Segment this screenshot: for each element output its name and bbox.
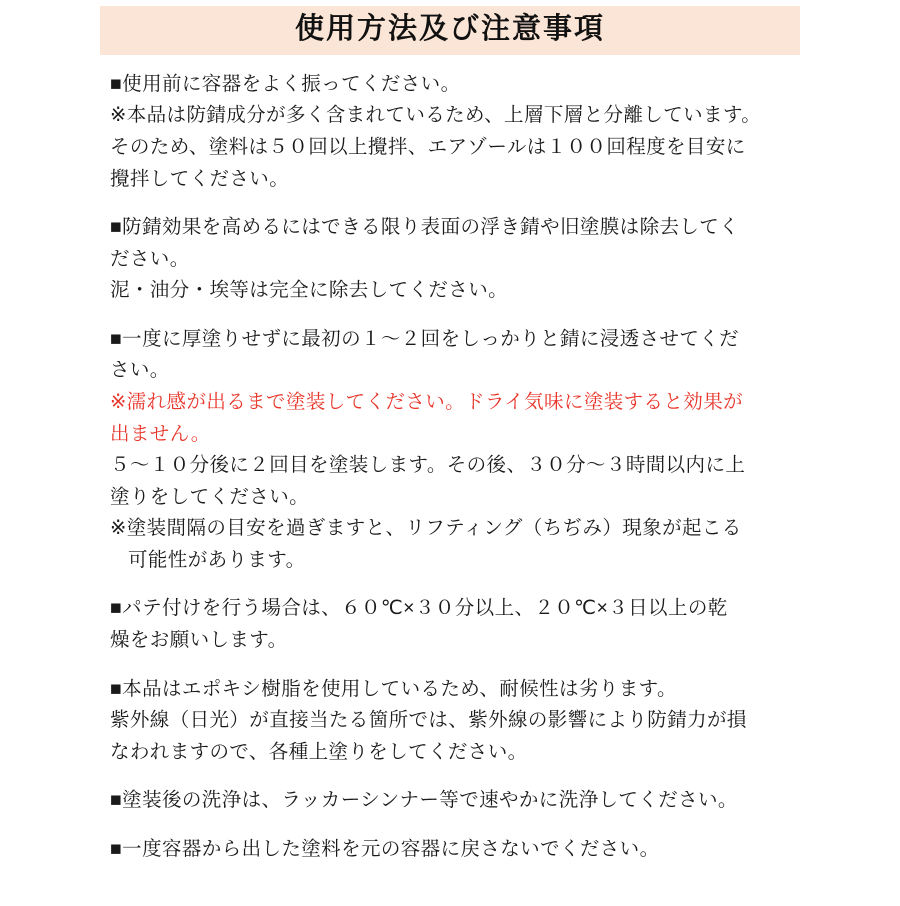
document-title-band — [100, 6, 800, 55]
instruction-document — [0, 6, 900, 906]
instruction-block — [110, 834, 782, 866]
instruction-block — [110, 324, 782, 577]
instruction-line: さい。 — [110, 359, 170, 382]
instruction-block — [110, 593, 782, 656]
instruction-line: ■一度容器から出した塗料を元の容器に戻さないでください。 — [110, 837, 660, 860]
instruction-line: ■本品はエポキシ樹脂を使用しているため、耐候性は劣ります。 — [110, 677, 677, 700]
instruction-line: ※本品は防錆成分が多く含まれているため、上層下層と分離しています。 — [110, 104, 762, 127]
instruction-line: 可能性があります。 — [128, 548, 306, 571]
instruction-block — [110, 212, 782, 307]
instruction-block — [110, 785, 782, 817]
instruction-line: 紫外線（日光）が直接当たる箇所では、紫外線の影響により防錆力が損 — [110, 709, 747, 732]
page-title: 使用方法及び注意事項 — [294, 13, 605, 45]
instruction-line: ■一度に厚塗りせずに最初の１～２回をしっかりと錆に浸透させてくだ — [110, 327, 740, 350]
instruction-line: なわれますので、各種上塗りをしてください。 — [110, 740, 528, 763]
instruction-line: 泥・油分・埃等は完全に除去してください。 — [110, 279, 509, 302]
instruction-block — [110, 69, 782, 195]
instruction-line: そのため、塗料は５０回以上攪拌、エアゾールは１００回程度を目安に — [110, 135, 746, 158]
instruction-line: ださい。 — [110, 247, 190, 270]
instruction-line: ■塗装後の洗浄は、ラッカーシンナー等で速やかに洗浄してください。 — [110, 789, 738, 812]
instruction-line: ■防錆効果を高めるにはできる限り表面の浮き錆や旧塗膜は除去してく — [110, 216, 740, 239]
document-body — [0, 55, 900, 866]
instruction-line: 燥をお願いします。 — [110, 629, 288, 652]
instruction-line: 塗りをしてください。 — [110, 485, 310, 508]
instruction-line: ※塗装間隔の目安を過ぎますと、リフティング（ちぢみ）現象が起こる — [110, 517, 742, 540]
instruction-line: ５～１０分後に２回目を塗装します。その後、３０分～３時間以内に上 — [110, 454, 746, 477]
instruction-line: ■使用前に容器をよく振ってください。 — [110, 72, 461, 95]
instruction-line: ※濡れ感が出るまで塗装してください。ドライ気味に塗装すると効果が — [110, 391, 744, 413]
instruction-line: ■パテ付けを行う場合は、６０℃×３０分以上、２０℃×３日以上の乾 — [110, 597, 728, 620]
instruction-line: 攪拌してください。 — [110, 167, 290, 190]
instruction-block — [110, 674, 782, 769]
instruction-line: 出ません。 — [110, 422, 211, 445]
